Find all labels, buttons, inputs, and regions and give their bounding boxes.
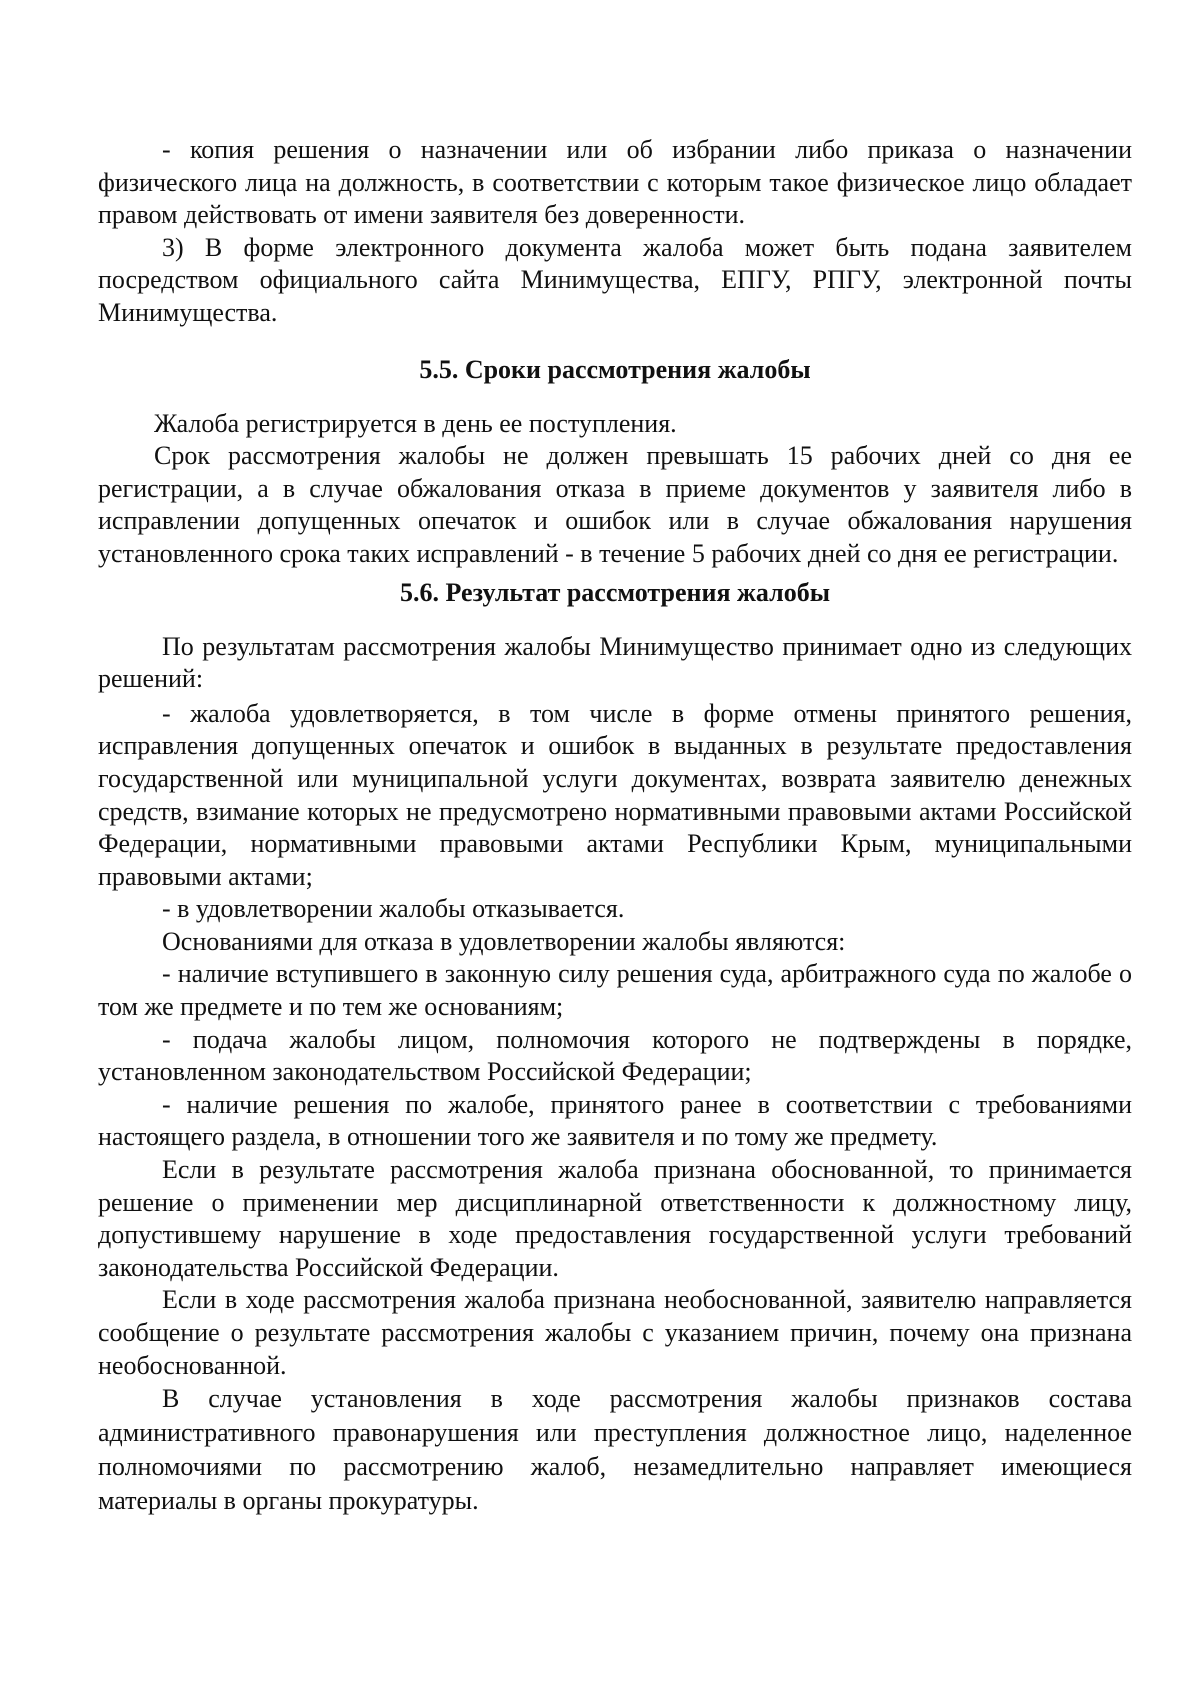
paragraph-complaint-rejected: - в удовлетворении жалобы отказывается. — [162, 894, 625, 924]
paragraph-unauthorized-person: - подача жалобы лицом, полномочия которого не подтверждены в порядке, установленном законодательством Российской Федерации; — [98, 1024, 1132, 1087]
paragraph-unjustified-complaint: Если в ходе рассмотрения жалоба признана необоснованной, заявителю направляется сообщение о результате рассмотрения жалобы с указанием причин, почему она признана необоснованной. — [98, 1285, 1132, 1380]
paragraph-prosecutor-referral: В случае установления в ходе рассмотрения жалобы признаков состава административного правонарушения или преступления должностное лицо, наделенное полномочиями по рассмотрению жалоб, незамедлительно направляет имеющиеся материалы в органы прокуратуры. — [98, 1384, 1132, 1516]
paragraph-prior-decision: - наличие решения по жалобе, принятого ранее в соответствии с требованиями настоящего раздела, в отношении того же заявителя и по тому же предмету. — [98, 1089, 1132, 1152]
paragraph-electronic-form: 3) В форме электронного документа жалоба может быть подана заявителем посредством официального сайта Минимущества, ЕПГУ, РПГУ, электронной почты Минимущества. — [98, 232, 1132, 327]
paragraph-complaint-satisfied: - жалоба удовлетворяется, в том числе в форме отмены принятого решения, исправления допущенных опечаток и ошибок в выданных в результате предоставления государственной или муниципальной услуги документах, возврата заявителю денежных средств, взимание которых не предусмотрено нормативными правовыми актами Российской Федерации, нормативными правовыми актами Республики Крым, муниципальными правовыми актами; — [98, 698, 1132, 891]
paragraph-review-term: Срок рассмотрения жалобы не должен превышать 15 рабочих дней со дня ее регистрации, а в случае обжалования отказа в приеме документов у заявителя либо в исправлении допущенных опечаток и ошибок или в случае обжалования нарушения установленного срока таких исправлений - в течение 5 рабочих дней со дня ее регистрации. — [98, 441, 1132, 568]
section-5-6-title: 5.6. Результат рассмотрения жалобы — [399, 577, 830, 607]
paragraph-rejection-grounds: Основаниями для отказа в удовлетворении жалобы являются: — [162, 926, 846, 956]
paragraph-copy-of-decision: - копия решения о назначении или об избрании либо приказа о назначении физического лица на должность, в соответствии с которым такое физическое лицо обладает правом действовать от имени заявителя без доверенности. — [98, 135, 1132, 230]
section-5-5-title: 5.5. Сроки рассмотрения жалобы — [419, 354, 811, 384]
paragraph-decision-intro: По результатам рассмотрения жалобы Минимущество принимает одно из следующих решений: — [98, 631, 1132, 694]
paragraph-registration-day: Жалоба регистрируется в день ее поступления. — [154, 408, 677, 438]
paragraph-justified-complaint: Если в результате рассмотрения жалоба признана обоснованной, то принимается решение о применении мер дисциплинарной ответственности к должностному лицу, допустившему нарушение в ходе предоставления государственной услуги требований законодательства Российской Федерации. — [98, 1155, 1132, 1282]
paragraph-court-decision: - наличие вступившего в законную силу решения суда, арбитражного суда по жалобе о том же предмете и по тем же основаниям; — [98, 959, 1132, 1022]
document-page — [98, 134, 1132, 1518]
